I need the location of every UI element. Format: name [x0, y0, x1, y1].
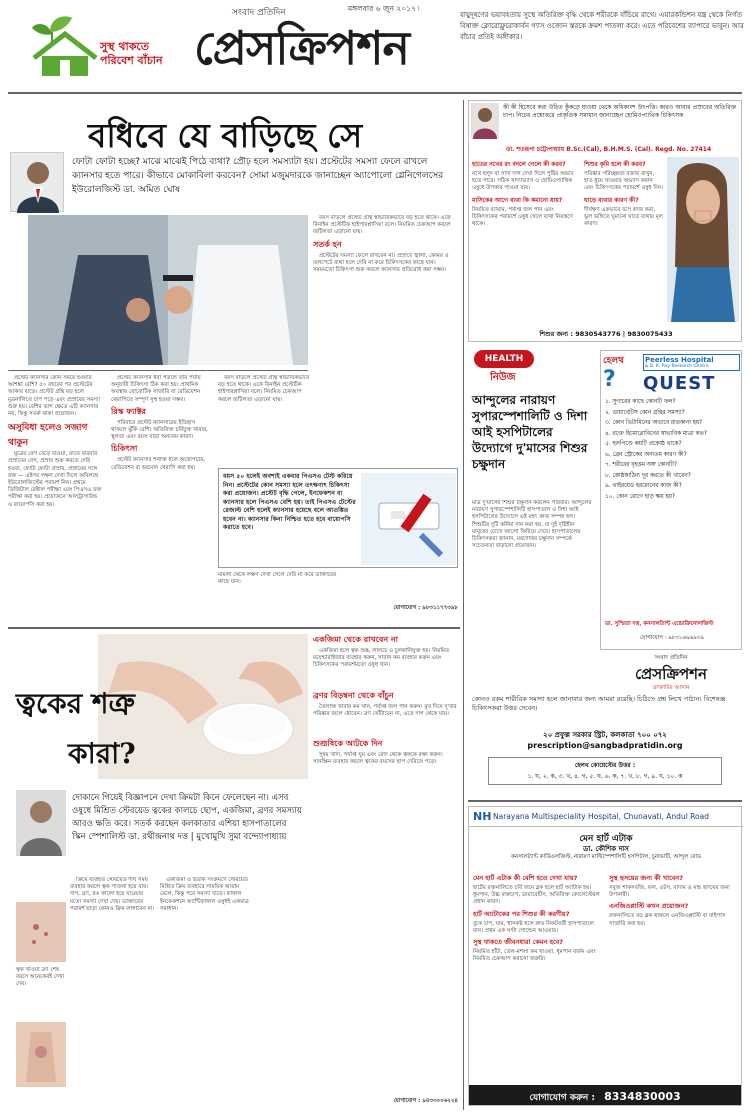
narayana-name: Narayana Multispeciality Hospital, Chunavati, Andul Road	[493, 812, 709, 821]
masthead-rule	[8, 92, 742, 94]
health-badge-bottom: নিউজ	[490, 372, 516, 383]
advisory-email[interactable]: prescription@sangbadpratidin.org	[527, 741, 683, 750]
article1-col1: প্রস্টেট ক্যানসার কোন সময়ে হওয়ার আশঙ্কা বেশি? ৫০ বছরের পর প্রস্টেটের আকার বাড়ে। প্রস্টেট গ্রন্থি বড় হলে মূত্রনালিতে চাপ পড়ে এবং প্রস্রাবের সমস্যা শুরু হয়। বেশির ভাগ ক্ষেত্রে এটি ক্যানসার নয়, কিন্তু সতর্ক থাকা প্রয়োজন। অসুবিধা হলেও সজাগ থাকুন মূত্রের বেগ বেড়ে যাওয়া, রাতে বারবার প্রস্রাবের বেগ, প্রস্রাব শুরু করতে দেরি হওয়া, ফোটা ফোটা প্রস্রাব, প্রস্রাবের সঙ্গে রক্ত — এইসব লক্ষণ দেখা দিলে অবিলম্বে ইউরোলজিস্টের পরামর্শ নিন। প্রথমে ডিজিটাল রেক্টাল পরীক্ষা এবং পিএসএ রক্ত পরীক্ষা করা হয়। প্রয়োজনে আলট্রাসাউন্ড ও বায়োপসি করা হয়।	[8, 375, 102, 508]
hand-icon	[16, 1022, 66, 1087]
homeopathy-column	[468, 100, 742, 342]
article1-bottom-text: মামলা থেকে লক্ষণ দেখা গেলে দেরি না করে ডাক্তারের কাছে যান।	[218, 572, 337, 586]
section-divider-left	[8, 627, 460, 629]
advisory-logo: প্রেসক্রিপশন	[634, 665, 708, 683]
top-label: সংবাদ প্রতিদিন	[232, 8, 286, 18]
masthead-title: প্রেসক্রিপশন	[194, 21, 409, 75]
health-news-headline: আন্দুলের নারায়ণ সুপারস্পেশালিটি ও দিশা আই হসপিটালের উদ্যোগে দু'মাসের শিশুর চক্ষুদান	[472, 393, 588, 471]
narayana-header	[469, 807, 743, 827]
quest-item: ৪. রক্তে হিমোগ্লোবিনের স্বাভাবিক মাত্রা কত?	[605, 430, 708, 437]
article2-intro: দোকানে গিয়েই বিজ্ঞাপনে দেখা ক্রিমটা কিনে ফেলেছেন না। এসব ওষুধে মিশ্রিত স্টেরয়েড ত্বকের কালচে ছোপ, একজিমা, ব্রণর সমস্যায় আরও ক্ষতি করে। সতর্ক করছেন কলকাতার এশিয়া হাসপাতালের স্কিন স্পেশালিস্ট ডা. রথীন্দ্রনাথ দত্ত | মুখোমুখি সুমা বন্দ্যোপাধ্যায়	[72, 793, 302, 842]
eczema-photo	[16, 1022, 66, 1087]
contact-number[interactable]: 8334830003	[604, 1090, 681, 1103]
doctor-patient-photo	[28, 215, 308, 365]
article2-headline-line1: ত্বকের শত্রু	[16, 687, 135, 720]
quest-doctor: ডা. সুস্মিতা দত্ত, কনসালট্যান্ট এন্ডোক্রিনোলজিস্ট	[605, 621, 714, 627]
masthead-date: মঙ্গলবার ৬ জুন ২০১৭ ৷	[348, 4, 420, 13]
face-icon	[16, 902, 66, 962]
narayana-logo-icon: NH	[473, 810, 492, 823]
slogan: সুস্থ থাকতে পরিবেশ বাঁচান	[100, 40, 163, 67]
health-quest	[600, 350, 742, 650]
woman-photo	[667, 157, 739, 322]
advisory-text: কোনও রকম শারীরিক সমস্যা হলে জানাবার জন্য আমরা রয়েছি। চিঠিতে প্রশ্ন লিখে পাঠান। বিশেষজ্ঞ চিকিৎসকরা উত্তর দেবেন।	[472, 695, 726, 712]
quest-answers-box	[488, 757, 722, 785]
person-icon	[471, 103, 499, 139]
article2-col1: ক্রিমে ব্যবহৃত স্টেরয়েড দীর্ঘ সময় ব্যবহার করলে ত্বক পাতলা হয়ে যায়। দাগ, ব্রণ, রঙ কালো হয়ে যাওয়ার মতো সমস্যা দেখা দেয়। ডাক্তারের পরামর্শ ছাড়া কোনও ক্রিম লাগাবেন না।	[70, 877, 155, 912]
article1-contact: যোগাযোগ : ৯৮৩১১৭৭৩৯৮	[393, 605, 458, 611]
person-icon	[16, 790, 66, 856]
health-news-text: মাত্র দু'মাসের শিশুর চক্ষুদান করলেন পরিবার। আন্দুলের নারায়ণ সুপারস্পেশালিটি হাসপাতাল ও দিশা আই হসপিটালের উদ্যোগে এই মহৎ কাজ সম্পন্ন হল। শিশুটির দুটি কর্নিয়া দান করা হয়, যা দুই দৃষ্টিহীন মানুষের চোখে আলো ফিরিয়ে দেবে। হাসপাতালের চিকিৎসকরা জানান, মরণোত্তর চক্ষুদান সম্পর্কে সচেতনতা বাড়ানো প্রয়োজন।	[472, 500, 592, 550]
quest-item: ৫. হৃদপিণ্ডে কয়টি প্রকোষ্ঠ থাকে?	[605, 441, 682, 447]
narayana-section	[468, 806, 742, 1106]
psa-test-tube-icon	[361, 473, 456, 565]
advisory-address: ২০ প্রফুল্ল সরকার স্ট্রিট, কলকাতা ৭০০ ০৭২	[543, 731, 667, 739]
quest-item: ১০. কোন রোগে হাড় ক্ষয় হয়?	[605, 493, 675, 500]
health-badge-top: HEALTH	[474, 350, 534, 368]
article1-headline: বধিবে যে বাড়িছে সে	[88, 116, 363, 155]
narayana-designation: কনসালট্যান্ট কার্ডিওলজিস্ট, নারায়ণ মাল্টিস্পেশালিটি হসপিটাল, চুনাভাটি, আন্দুল রোড	[510, 854, 702, 860]
homeopathy-intro: কী কী হিসেবে করা উচিত কুঁকড়ে যাওয়া থেকে অধিকাংশ উৎপত্তি। কারও আবার প্রস্রাবের অতিরিক্ত চাপ। নিচের প্রশ্নোত্তরে প্রাকৃতিক সমাধান জানাচ্ছেন হোমিওপ্যাথিক চিকিৎসক	[503, 104, 737, 119]
narayana-col-left: মেন হার্ট এটাক কী বেশি হতে দেখা যায়? হার্টের রক্তনালিতে চর্বি জমে ব্লক হলে হার্ট অ্যাটাক হয়। ধূমপান, উচ্চ রক্তচাপ, ডায়াবেটিস, অতিরিক্ত কোলেস্টেরল প্রধান কারণ। হার্ট অ্যাটাকের পর শিশুর কী করণীয়? বুকে চাপ, ঘাম, শ্বাসকষ্ট হলে দ্রুত নিকটবর্তী হাসপাতালে যান। প্রথম এক ঘণ্টা গোল্ডেন আওয়ার। সুস্থ থাকতে জীবনধারা কেমন হবে? নিয়মিত হাঁটা, তেল-মশলা কম খাওয়া, ধূমপান বর্জন এবং নিয়মিত চেকআপ করানো জরুরি।	[473, 874, 600, 963]
quest-item: ৯. থাইরয়েড হরমোনের কাজ কী?	[605, 483, 682, 489]
contact-label: যোগাযোগ করুন :	[529, 1093, 596, 1103]
prostate-article	[8, 100, 460, 620]
eco-house-icon	[30, 12, 100, 80]
quest-item: ৬. ব্রেন স্ট্রোকের অন্যতম কারণ কী?	[605, 451, 687, 458]
article2-col2: একজিমা ও ছত্রাক সংক্রমণে স্টেরয়েড মিশ্রিত ক্রিম ব্যবহারে সাময়িক আরাম মেলে, কিন্তু পরে সমস্যা বাড়ে। ফাঙ্গাল ইনফেকশনে অ্যান্টিফাঙ্গাল ওষুধই একমাত্র সমাধান।	[160, 877, 249, 912]
masthead	[0, 0, 750, 92]
narayana-col-right: সুস্থ হৃদয়ের জন্য কী খাবেন? সবুজ শাকসবজি, ফল, ওটস, বাদাম ও মাছ হৃদয়ের জন্য উপকারী। এনজিওপ্লাস্টি কখন প্রয়োজন? রক্তনালিতে বড় ব্লক থাকলে এনজিওপ্লাস্টি বা বাইপাস সার্জারি করা হয়।	[609, 874, 731, 927]
article2-headline-line2: কারা?	[68, 737, 136, 770]
skin-article	[8, 632, 460, 1110]
narayana-contact-bar	[469, 1085, 741, 1105]
advisory-logo-sub: ডাক্তারির আসান	[652, 685, 690, 691]
homeopathy-col-left: হাতের নখের রং বদলে গেলে কী করব? নখে হলুদ বা সাদা দাগ দেখা দিলে পুষ্টির অভাব হতে পারে। সঠিক খাদ্যাভ্যাস ও হোমিওপ্যাথিক ওষুধে উপকার পাওয়া যায়। মাসিকের আগে ব্যথা কি কমানো যায়? নিয়মিত ব্যায়াম, পর্যাপ্ত জল পান এবং চিকিৎসকের পরামর্শে ওষুধ খেলে ব্যথা নিয়ন্ত্রণে থাকে।	[472, 161, 574, 228]
doctor-portrait	[10, 152, 64, 212]
psa-callout-text: বয়স ৫০ হলেই অবশ্যই একবার পিএসএ টেস্ট করিয়ে নিন। প্রস্টেটের কোন সমস্যা হলে তৎক্ষণাৎ চিকিৎসা করা প্রয়োজন। প্রস্টেট বৃদ্ধি পেলে, ইনফেকশন বা ক্যানসার হলে পিএসএ বেশি হয়। তাই পিএসএ টেস্টের রেজাল্ট বেশি হলেই ক্যানসার হয়েছে বলে আতঙ্কিত হবেন না। ক্যানসার কিনা নিশ্চিত হতে হবে বায়োপসি করাতে হবে।	[223, 473, 356, 531]
health-news	[468, 350, 596, 650]
homeopathy-col-mid: শিশুর কৃমি হলে কী করব? পরিষ্কার পরিচ্ছন্নতা বজায় রাখুন, হাত ধুয়ে খাওয়ার অভ্যাস করান এবং চিকিৎসকের পরামর্শে ওষুধ দিন। ঘাড়ে ব্যথার কারণ কী? দীর্ঘক্ষণ একভাবে বসে কাজ করা, ভুল ভঙ্গিতে ঘুমানো ঘাড়ে ব্যথার মূল কারণ।	[584, 161, 663, 228]
article1-col4: বয়স বাড়লে প্রস্টেট গ্রন্থি স্বাভাবিকভাবে বড় হতে থাকে। একে বিনাইন প্রস্টেটিক হাইপারপ্লাসিয়া বলে। নিয়মিত চেকআপ করলে জটিলতা এড়ানো যায়। সতর্ক হন প্রস্টেটের সমস্যা ফেলে রাখবেন না। প্রস্রাবে জ্বালা, কোমর ও তলপেটে ব্যথা হলে দেরি না করে চিকিৎসকের কাছে যান। সময়মতো চিকিৎসা শুরু করলে ক্যানসার প্রতিরোধ করা সম্ভব।	[313, 215, 451, 274]
woman-image	[667, 157, 739, 322]
quest-item: ৮. কোষ্ঠকাঠিন্য দূর করতে কী খাবেন?	[605, 472, 691, 479]
homeopath-portrait	[471, 103, 499, 139]
skin-doctor-portrait	[16, 790, 66, 856]
advisory-logo-top: সংবাদ প্রতিদিন	[654, 655, 688, 661]
article1-col2: প্রস্টেট ক্যানসার ধরা পড়লে তার পর্যায় অনুযায়ী চিকিৎসা ঠিক করা হয়। প্রাথমিক অবস্থায় রোবোটিক সার্জারি বা রেডিয়েশন থেরাপিতে সম্পূর্ণ সুস্থ হওয়া সম্ভব। রিস্ক ফ্যাক্টর পরিবারে প্রস্টেট ক্যানসারের ইতিহাস থাকলে ঝুঁকি বেশি। অতিরিক্ত চর্বিযুক্ত খাবার, স্থূলতা এবং বয়স বাড়া অন্যতম কারণ। চিকিৎসা প্রস্টেট ক্যানসার শনাক্ত হলে অস্ত্রোপচার, রেডিয়েশন বা হরমোন থেরাপি করা হয়।	[111, 375, 208, 471]
quest-contact: যোগাযোগ : ৯৮৩১৬৯৬৯৩৯	[640, 635, 704, 641]
psa-callout	[218, 468, 458, 568]
article2-caption: ত্বক খাওয়া ব্রণ শেষ বয়সে অনেকেরই দেখা দেয়।	[16, 967, 65, 988]
section-divider-right	[468, 800, 742, 802]
article2-contact: যোগাযোগ : ৯৪৩৩০০৬২২৪	[393, 1098, 458, 1104]
quest-title: QUEST	[643, 373, 716, 394]
narayana-doctor: ডা. কৌশিক দাস	[583, 845, 629, 853]
homeopathy-contact: শিশুর জন্য : 9830543776 | 9830075433	[539, 330, 673, 338]
article1-col3-upper: বয়স বাড়লে প্রস্টেট গ্রন্থি স্বাভাবিকভাবে বড় হতে থাকে। একে বিনাইন প্রস্টেটিক হাইপারপ্লাসিয়া বলে। নিয়মিত চেকআপ করলে জটিলতা এড়ানো যায়।	[218, 375, 310, 403]
advisory-body	[468, 695, 742, 795]
quest-logo: হেলথ ?	[603, 356, 624, 392]
quest-item: ১. সুগারের কাছে কোনটি ফল?	[605, 399, 676, 405]
consultation-image	[28, 215, 308, 365]
quest-list	[605, 399, 739, 504]
quest-item: ২. ডায়াবেটিস কোন গ্রন্থির সমস্যা?	[605, 409, 685, 416]
health-news-badge	[474, 350, 544, 388]
acne-photo	[16, 902, 66, 962]
quest-item: ৩. কোন ভিটামিনের অভাবে রাতকানা হয়?	[605, 420, 703, 426]
vertical-divider	[463, 100, 464, 1110]
quest-item: ৭. শরীরের বৃহত্তম অঙ্গ কোনটি?	[605, 462, 677, 468]
article2-col3: একজিমা থেকে রাখবেন না একজিমা হলে ত্বক শুষ্ক, লালচে ও চুলকানিযুক্ত হয়। নিয়মিত ময়েশ্চারাইজার ব্যবহার করুন, সাবান কম ব্যবহার করুন এবং চিকিৎসকের পরামর্শমতো ওষুধ খান। ব্রণর বিড়ম্বনা থেকে বাঁচুন তৈলাক্ত খাবার কম খান, পর্যাপ্ত জল পান করুন। মুখ দিনে দু'বার পরিষ্কার জলে ধোবেন। ব্রণ খোঁটাবেন না, এতে দাগ থেকে যায়। শুশ্রূষিকে আটকে দিন সুষম খাদ্য, পর্যাপ্ত ঘুম এবং রোদ থেকে ত্বককে রক্ষা করুন। সানস্ক্রিন ব্যবহার করলে ত্বকের বয়সের ছাপ দেরিতে পড়ে।	[313, 635, 457, 766]
article1-divider	[8, 370, 308, 371]
masthead-right-text: বায়ুদূষণের ভয়াবহতায় সুস্থে অতিরিক্ত বৃদ্ধি থেকে শরীরকে বাঁচিয়ে রাখে। এয়ারকন্ডিশন যন্ত্র থেকে নির্গত বিষাক্ত ক্লোরোফ্লুরোকার্বন গ্যাস ওজোন স্তরকে ক্রমশ পাতলা করে। এতে পরিবেশের ব্যাপারে ভাবুন। আর বাঁচার প্রতিই অঙ্গীকার।	[460, 11, 744, 41]
narayana-section-title: মেন হার্ট এটাক	[579, 834, 633, 844]
homeopath-name: ডা. শতরূপা চট্টোপাধ্যায় B.Sc.(Cal), B.H.M.S. (Cal). Regd. No. 27414	[503, 143, 739, 156]
person-icon	[11, 153, 65, 213]
quest-answers-label: হেলথ কোয়েস্টের উত্তর :	[574, 762, 636, 769]
quest-answers: ১. ঘ, ২. ক, ৩. খ, ৪. গ, ৫. ঘ, ৬. ক, ৭. খ, ৮. গ, ৯. ঘ, ১০. ক	[527, 773, 683, 780]
peerless-logo: Peerless Hospital & B. K. Roy Research Centre	[643, 354, 740, 371]
article1-intro: ফোটা ফোটা হচ্ছে? মাঝে মাঝেই পিঠে ব্যথা? প্রৌঢ় হলে সমস্যাটা হয়। প্রস্টেটের সমস্যা ফেলে রাখলে ক্যানসার হতে পারে। কীভাবে মোকাবিলা করবেন? সোমা মজুমদারকে জানাচ্ছেন অ্যাপোলো গ্লেনিগেলসের ইউরোলজিস্ট ডা. অমিত ঘোষ	[72, 157, 444, 195]
